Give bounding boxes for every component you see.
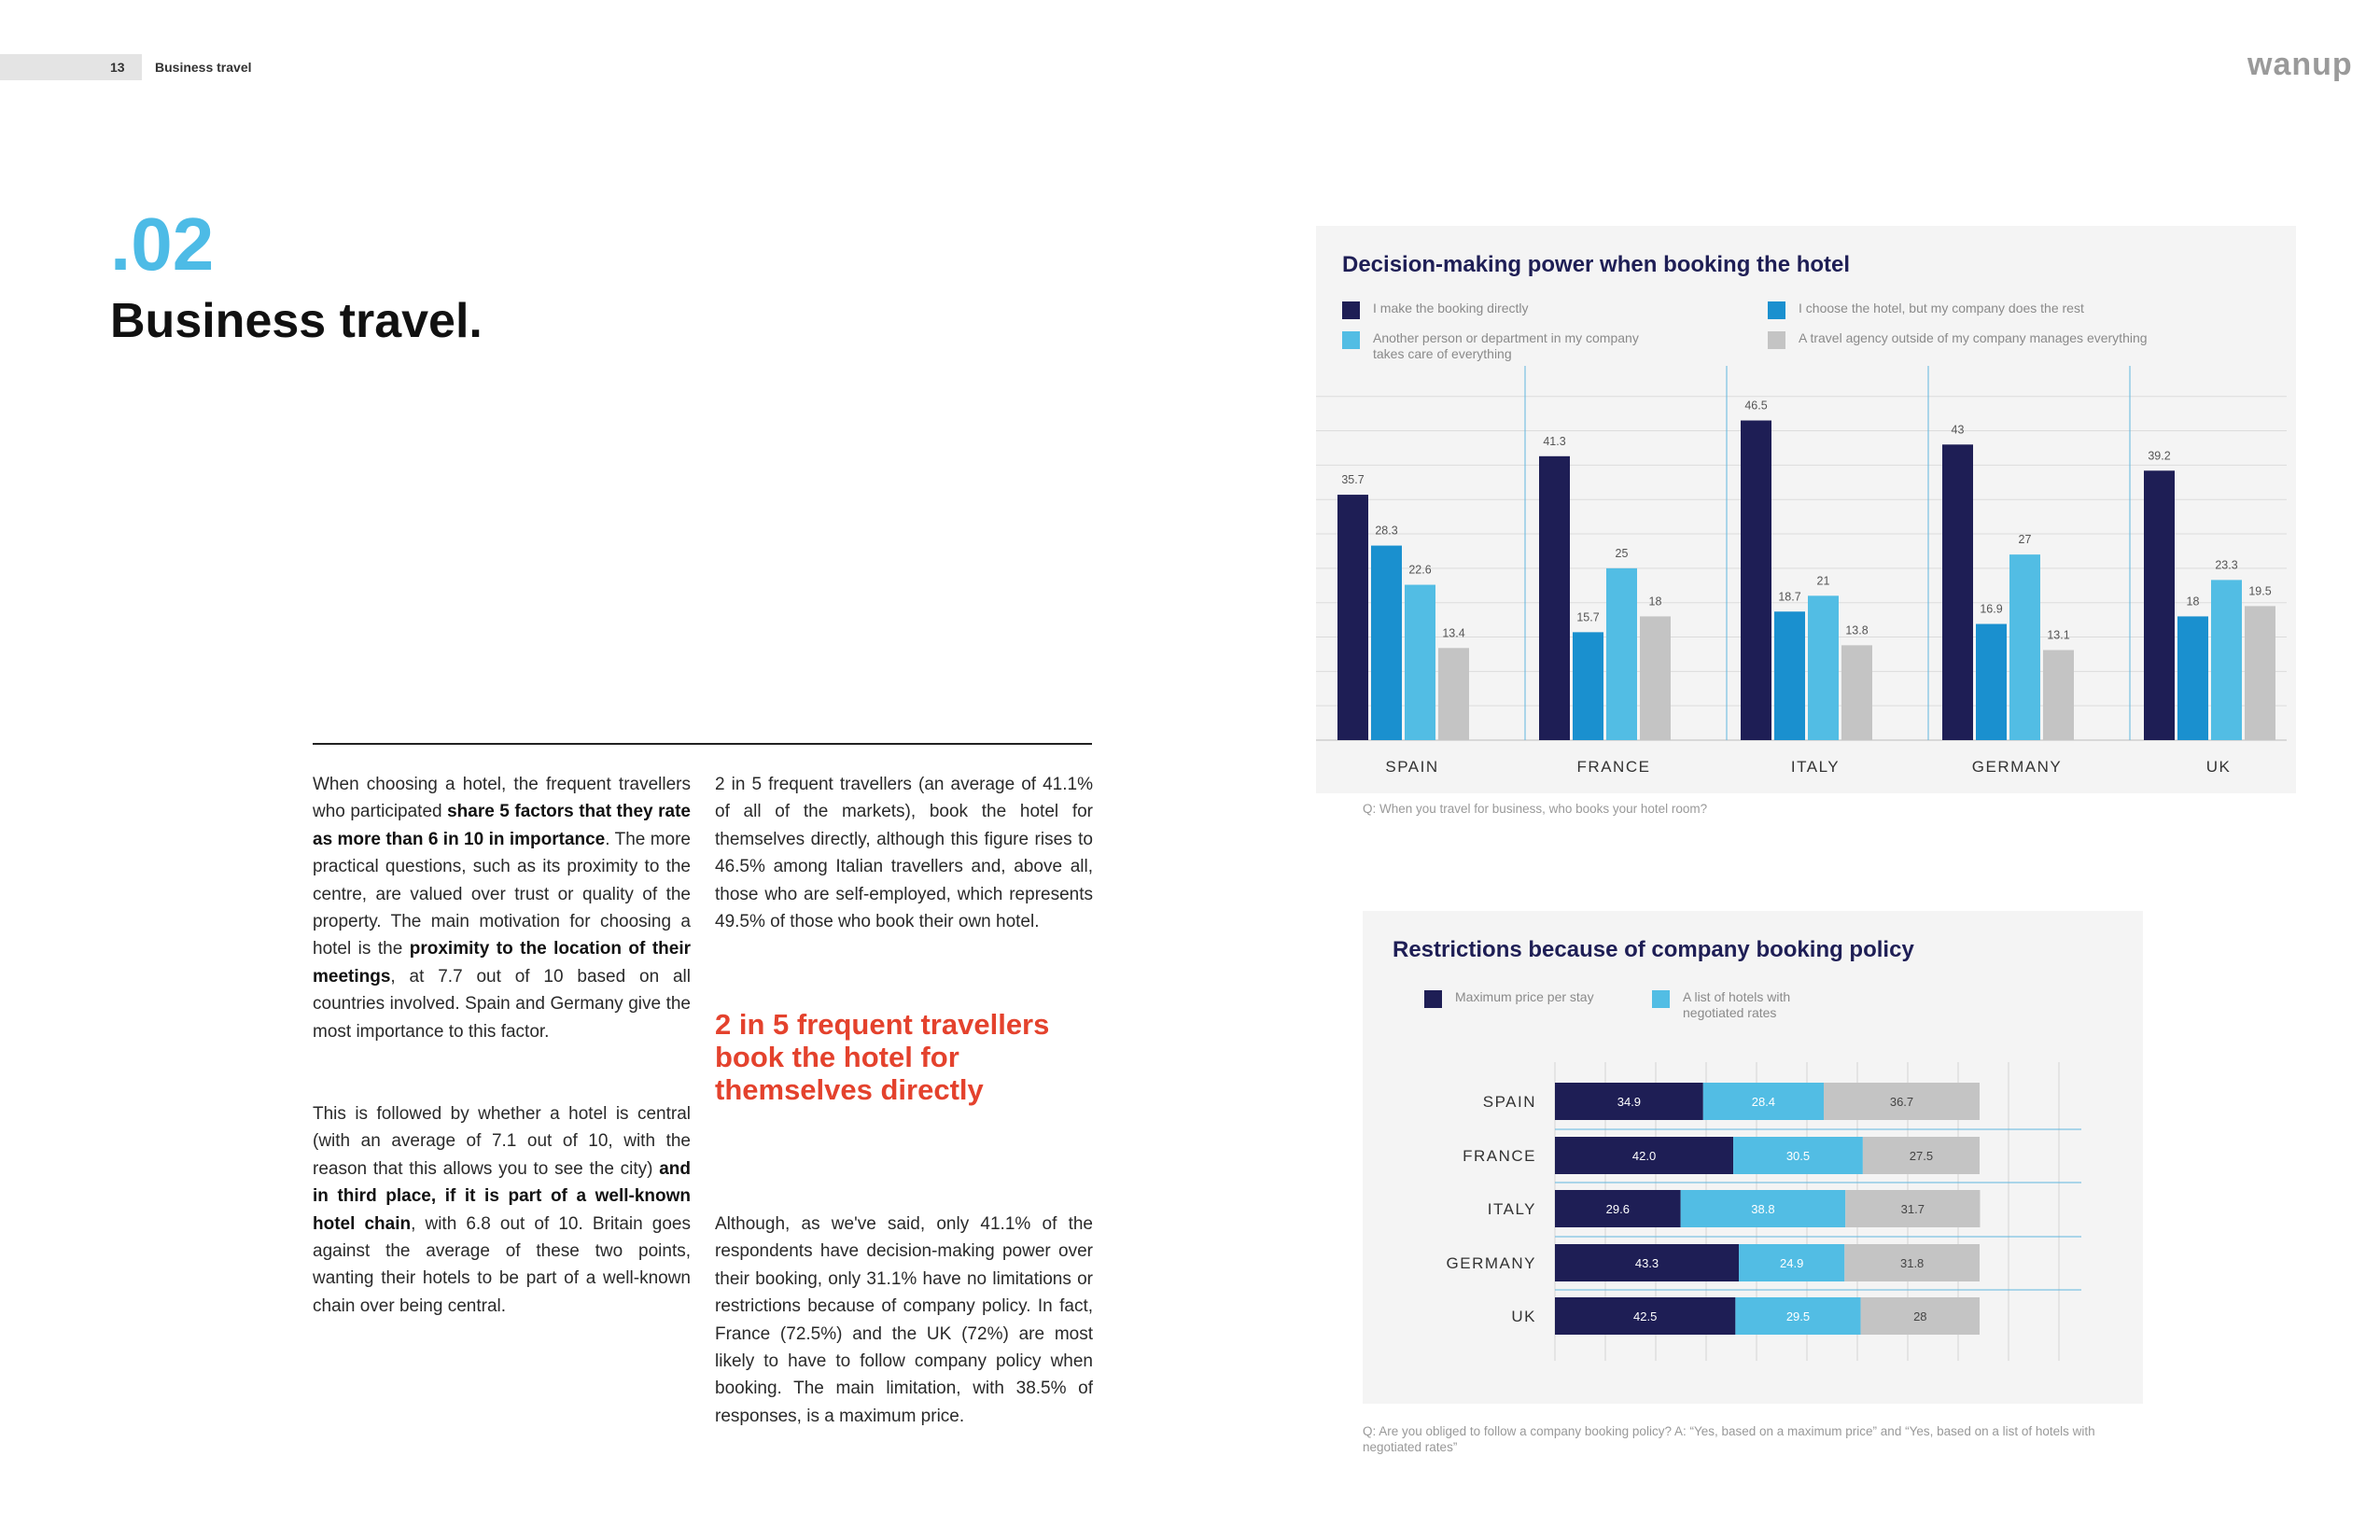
decision-bar-chart: [1316, 226, 2296, 793]
data-label: 28: [1913, 1309, 1927, 1323]
data-label: 29.5: [1785, 1309, 1811, 1323]
category-label: GERMANY: [1446, 1254, 1536, 1272]
data-label: 42.0: [1631, 1149, 1657, 1163]
data-label: 15.7: [1576, 610, 1600, 624]
bold-phrase: and in third place, if it is part of a well-known hotel chain: [313, 1158, 691, 1234]
data-label: 25: [1615, 546, 1629, 560]
bar: [2043, 651, 2074, 740]
bar: [1640, 616, 1671, 740]
data-label: 34.9: [1617, 1095, 1642, 1109]
bar: [1808, 595, 1839, 740]
pull-quote: 2 in 5 frequent travellers book the hotel for themselves directly: [715, 1008, 1050, 1106]
decision-chart-caption: Q: When you travel for business, who books your hotel room?: [1363, 802, 1708, 816]
data-label: 46.5: [1744, 399, 1768, 413]
data-label: 23.3: [2215, 558, 2238, 572]
data-label: 31.7: [1900, 1202, 1925, 1216]
data-label: 19.5: [2248, 584, 2272, 598]
bold-phrase: share 5 factors that they rate as more than 6 in 10 in importance: [313, 802, 691, 849]
bold-phrase: proximity to the location of their meetings: [313, 939, 691, 987]
page-number: 13: [110, 60, 125, 75]
bar: [1573, 632, 1603, 740]
text-run: , with 6.8 out of 10. Britain goes against the average of these two points, wanting their hotels to be part of a well-known chain over being central.: [313, 1213, 691, 1316]
data-label: 36.7: [1889, 1095, 1914, 1109]
bar: [1774, 611, 1805, 740]
data-label: 22.6: [1408, 563, 1432, 577]
data-label: 39.2: [2148, 449, 2171, 463]
divider-rule: [313, 743, 1092, 745]
bar: [1741, 421, 1771, 740]
data-label: 43: [1951, 423, 1965, 437]
restrictions-chart-caption: Q: Are you obliged to follow a company booking policy? A: “Yes, based on a maximum price” and “Yes, based on a list of hotels with negotiated rates”: [1363, 1424, 2095, 1454]
category-label: FRANCE: [1576, 758, 1651, 776]
data-label: 18: [1648, 595, 1662, 609]
bar: [1337, 495, 1368, 740]
brand-logo: wanup: [2247, 47, 2353, 82]
data-label: 29.6: [1605, 1202, 1630, 1216]
col1-paragraph-2: [313, 1100, 691, 1320]
bar: [1371, 546, 1402, 740]
text-run: This is followed by whether a hotel is central (with an average of 7.1 out of 10, with the reason that this allows you to see the city): [313, 1104, 691, 1179]
data-label: 28.4: [1751, 1095, 1776, 1109]
data-label: 28.3: [1375, 524, 1398, 538]
data-label: 13.1: [2047, 628, 2070, 642]
text-run: . The more practical questions, such as its proximity to the centre, are valued over trust or quality of the property. The main motivation for choosing a hotel is the: [313, 829, 691, 959]
col2-paragraph-2: Although, as we've said, only 41.1% of the respondents have decision-making power over their booking, only 31.1% have no limitations or restrictions because of company policy. In fact, France (72.5%) and the UK (72%) are most likely to have to follow company policy when booking. The main limitation, with 38.5% of responses, is a maximum price.: [715, 1214, 1093, 1426]
data-label: 42.5: [1633, 1309, 1658, 1323]
col2-paragraph-1: 2 in 5 frequent travellers (an average of 41.1% of all of the markets), book the hotel for themselves directly, although this figure rises to 46.5% among Italian travellers and, above all, those who are self-employed, which represents 49.5% of those who book their own hotel.: [715, 775, 1093, 932]
restrictions-bar-chart: [1363, 911, 2143, 1404]
legend-label: I make the booking directly: [1373, 301, 1529, 315]
section-title: Business travel.: [110, 294, 483, 348]
section-number: .02: [110, 203, 215, 286]
category-label: GERMANY: [1971, 758, 2063, 776]
legend-label: Another person or department in my company takes care of everything: [1373, 330, 1639, 361]
bar: [2009, 554, 2040, 740]
category-label: UK: [1511, 1308, 1536, 1325]
data-label: 31.8: [1899, 1256, 1925, 1270]
legend-label: I choose the hotel, but my company does the rest: [1799, 301, 2084, 315]
category-label: SPAIN: [1385, 758, 1439, 776]
data-label: 30.5: [1785, 1149, 1811, 1163]
data-label: 41.3: [1543, 434, 1566, 448]
restrictions-chart-panel: [1363, 911, 2143, 1404]
decision-chart-panel: [1316, 226, 2296, 793]
data-label: 38.8: [1751, 1202, 1775, 1216]
data-label: 27.5: [1909, 1149, 1934, 1163]
section-name: Business travel: [155, 60, 252, 75]
data-label: 35.7: [1341, 473, 1365, 487]
bar: [2211, 580, 2242, 740]
bar: [2245, 606, 2275, 740]
bar: [1976, 624, 2007, 740]
col1-paragraph-1: [313, 771, 691, 1045]
category-label: ITALY: [1790, 758, 1841, 776]
text-run: When choosing a hotel, the frequent travellers who participated: [313, 775, 691, 822]
category-label: FRANCE: [1463, 1147, 1536, 1165]
legend-label: A list of hotels with negotiated rates: [1683, 989, 1791, 1020]
data-label: 18: [2186, 595, 2200, 609]
category-label: UK: [2205, 758, 2232, 776]
decision-chart-title: Decision-making power when booking the hotel: [1342, 252, 1851, 277]
bar: [1942, 444, 1973, 740]
text-run: , at 7.7 out of 10 based on all countries involved. Spain and Germany give the most importance to this factor.: [313, 966, 691, 1042]
category-label: ITALY: [1487, 1200, 1536, 1218]
bar: [2144, 470, 2175, 740]
bar: [1438, 648, 1469, 740]
bar: [1405, 585, 1435, 740]
data-label: 13.8: [1845, 623, 1869, 637]
bar: [1841, 645, 1872, 740]
legend-label: Maximum price per stay: [1455, 989, 1594, 1004]
data-label: 43.3: [1634, 1256, 1659, 1270]
bar: [1539, 456, 1570, 740]
data-label: 13.4: [1442, 626, 1465, 640]
data-label: 24.9: [1780, 1256, 1804, 1270]
bar: [2177, 616, 2208, 740]
data-label: 21: [1816, 574, 1830, 588]
bar: [1606, 568, 1637, 740]
category-label: SPAIN: [1482, 1093, 1536, 1111]
data-label: 18.7: [1778, 590, 1801, 604]
restrictions-chart-title: Restrictions because of company booking policy: [1393, 937, 1914, 962]
legend-label: A travel agency outside of my company manages everything: [1799, 330, 2148, 345]
data-label: 16.9: [1980, 602, 2003, 616]
data-label: 27: [2018, 533, 2032, 547]
